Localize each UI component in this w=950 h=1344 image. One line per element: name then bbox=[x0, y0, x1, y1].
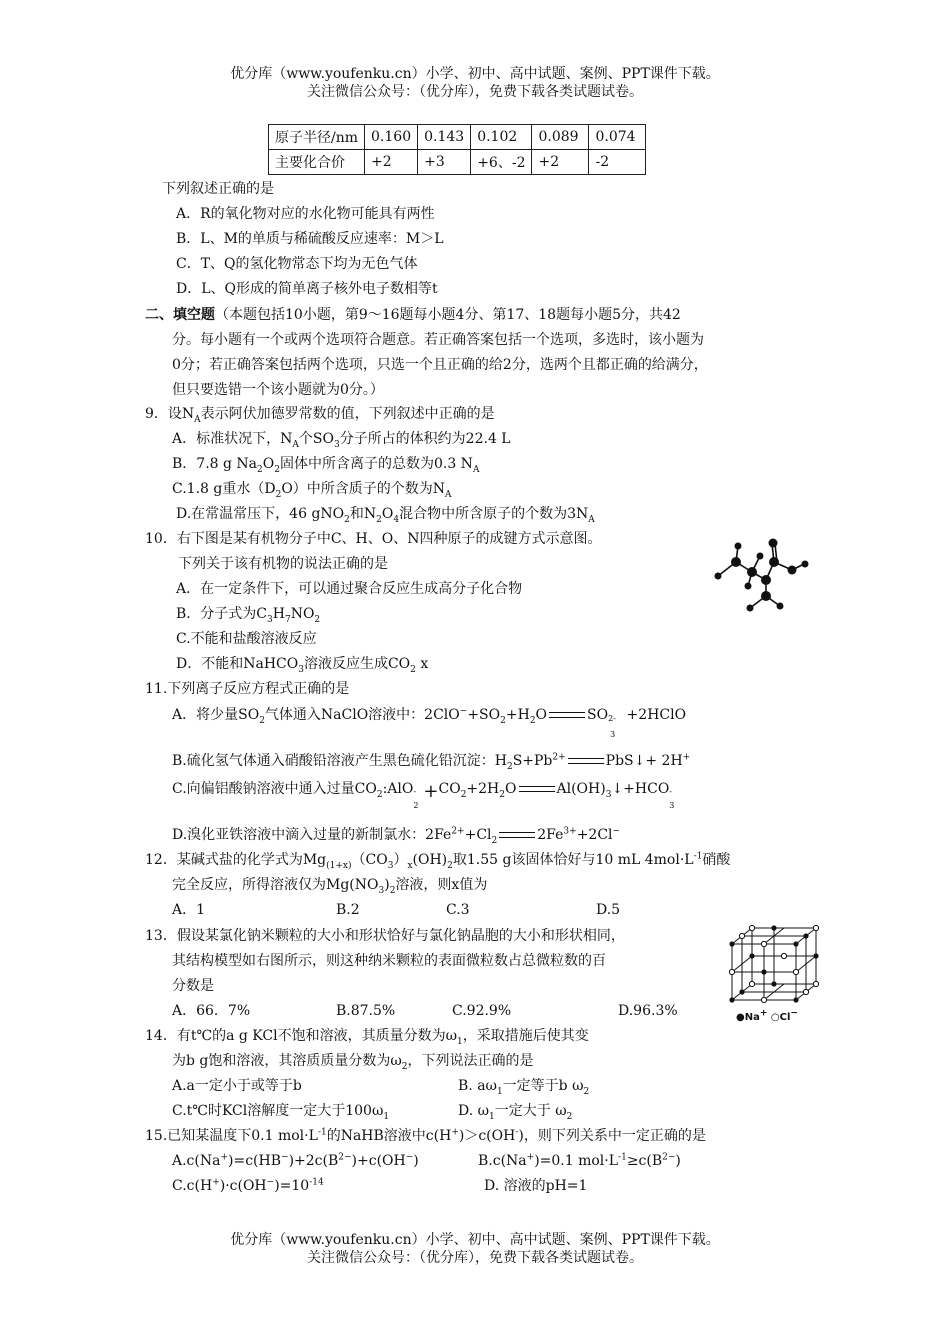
cl-ion bbox=[761, 941, 766, 946]
q10-option-c: C.不能和盐酸溶液反应 bbox=[176, 631, 317, 647]
q13-option-a: A．66．7% bbox=[172, 1003, 251, 1019]
na-ion bbox=[771, 981, 776, 986]
q13-option-d: D.96.3% bbox=[618, 1003, 678, 1019]
footer-line-2: 关注微信公众号：（优分库），免费下载各类试题试卷。 bbox=[307, 1250, 643, 1266]
q9-option-c: C.1.8 g重水$(D_2O)$中所含质子的个数为$N_A$ bbox=[172, 481, 452, 500]
q11-stem: 11.下列离子反应方程式正确的是 bbox=[145, 681, 350, 697]
section-2-line-2: 分。每小题有一个或两个选项符合题意。若正确答案包括一个选项，多选时，该小题为 bbox=[172, 332, 704, 348]
q11-option-a: A．将少量$SO_2$气体通入NaClO溶液中：$2ClO^-+SO_2+H_2O$ SO 2- 3 +2HClO bbox=[172, 706, 687, 739]
atom bbox=[747, 605, 754, 612]
q12-option-a: A．1 bbox=[172, 902, 206, 918]
na-ion bbox=[793, 997, 798, 1002]
q8-option-c: C．T、Q的氢化物常态下均为无色气体 bbox=[176, 256, 418, 272]
section-2-desc: （本题包括10小题，第9～16题每小题4分、第17、18题每小题5分，共42 bbox=[215, 307, 681, 323]
atomic-radius-table bbox=[268, 124, 646, 175]
crystal-legend: ●Na+ ○Cl− bbox=[736, 1008, 798, 1023]
atom bbox=[761, 591, 771, 601]
q15-stem: 15.已知某温度下0.1 $mol\cdot L^{-1}$的NaHB溶液中c(H+)＞c(OH-)，则下列关系中一定正确的是 bbox=[145, 1127, 706, 1144]
atom bbox=[731, 557, 741, 567]
equals-sign bbox=[568, 758, 604, 764]
q14-option-d: D. $\omega_1$一定大于 $\omega_2$ bbox=[458, 1103, 573, 1122]
atom bbox=[769, 539, 778, 548]
q9-option-b: B．7.8 g $Na_2O_2$固体中所含离子的总数为0.3 $N_A$ bbox=[172, 456, 480, 475]
q8-option-a: A．R的氧化物对应的水化物可能具有两性 bbox=[176, 206, 435, 222]
na-ion bbox=[749, 953, 754, 958]
q11-option-c: C.向偏铝酸钠溶液中通入过量$CO_2:AlO$ - 2 $+CO_2+2H_2O$ $Al(OH)_3↓+HCO$ - 3 bbox=[172, 781, 675, 810]
table-row bbox=[269, 125, 646, 150]
table-cell: +2 bbox=[532, 150, 589, 175]
table-cell: 0.160 bbox=[365, 125, 418, 150]
q12-option-c: C.3 bbox=[446, 902, 470, 918]
section-2-title: 二、填空题 bbox=[145, 307, 215, 323]
q15-option-b: B.c(Na+)=0.1 $mol\cdot L^{-1}\ge c(B^{2-})$ bbox=[478, 1152, 681, 1169]
q12-stem-2: 完全反应，所得溶液仅为$Mg(NO_3)_2$溶液，则x值为 bbox=[172, 877, 488, 896]
q12-option-b: B.2 bbox=[336, 902, 360, 918]
molecule-diagram bbox=[708, 534, 826, 626]
cl-ion bbox=[749, 981, 754, 986]
q14-stem-2: 为b g饱和溶液，其溶质质量分数为$\omega_2$，下列说法正确的是 bbox=[172, 1053, 534, 1072]
atom bbox=[747, 567, 757, 577]
cl-ion bbox=[781, 953, 786, 958]
atom bbox=[777, 603, 784, 610]
cl-ion bbox=[739, 933, 744, 938]
q14-stem: 14．有t℃的a g KCl不饱和溶液，其质量分数为$\omega_1$，采取措施后使其变 bbox=[145, 1028, 589, 1047]
section-2-line-1 bbox=[145, 306, 681, 324]
cl-ion bbox=[813, 925, 818, 930]
cl-ion bbox=[749, 925, 754, 930]
equals-sign bbox=[499, 832, 535, 838]
atom bbox=[715, 573, 722, 580]
na-ion bbox=[813, 953, 818, 958]
q9-option-a: A．标准状况下，$N_A$个$SO_3$分子所占的体积约为22.4 L bbox=[172, 431, 511, 450]
q9-stem: 9．设$N_A$表示阿伏加德罗常数的值，下列叙述中正确的是 bbox=[145, 406, 495, 425]
q13-option-c: C.92.9% bbox=[452, 1003, 512, 1019]
equals-sign bbox=[549, 712, 585, 718]
na-ion bbox=[761, 969, 766, 974]
section-2-line-3: 0分；若正确答案包括两个选项，只选一个且正确的给2分，选两个且都正确的给满分， bbox=[172, 357, 708, 373]
q14-option-c: C.t℃时KCl溶解度一定大于$100\omega_1$ bbox=[172, 1103, 390, 1122]
header-line-2: 关注微信公众号：（优分库），免费下载各类试题试卷。 bbox=[307, 84, 643, 100]
table-cell: 0.074 bbox=[589, 125, 646, 150]
table-cell: +6、-2 bbox=[471, 150, 532, 175]
na-ion bbox=[729, 941, 734, 946]
q10-stem-2: 下列关于该有机物的说法正确的是 bbox=[178, 556, 388, 572]
q8-option-d: D．L、Q形成的简单离子核外电子数相等t bbox=[176, 281, 438, 297]
cl-ion bbox=[729, 969, 734, 974]
q14-option-b: B. $a\omega_1$一定等于b $\omega_2$ bbox=[458, 1078, 590, 1097]
atom bbox=[802, 561, 809, 568]
q12-stem: 12．某碱式盐的化学式为$Mg_{(1+x)}(CO_3)_x(OH)_2$取1.55 g该固体恰好与10 mL $4mol\cdot L^{-1}$硝酸 bbox=[145, 851, 731, 871]
q10-option-a: A．在一定条件下，可以通过聚合反应生成高分子化合物 bbox=[176, 581, 523, 597]
na-ion bbox=[793, 941, 798, 946]
q8-option-b: B．L、M的单质与稀硫酸反应速率：M＞L bbox=[176, 231, 444, 247]
atom bbox=[761, 575, 771, 585]
q15-option-d: D. 溶液的pH=1 bbox=[484, 1178, 588, 1194]
na-ion bbox=[803, 933, 808, 938]
atom bbox=[735, 543, 742, 550]
table-cell: 主要化合价 bbox=[269, 150, 365, 175]
q14-option-a: A.a一定小于或等于b bbox=[172, 1078, 302, 1094]
atom bbox=[769, 557, 779, 567]
q8-stem: 下列叙述正确的是 bbox=[162, 181, 274, 197]
table-cell: 原子半径/nm bbox=[269, 125, 365, 150]
table-row bbox=[269, 150, 646, 175]
q15-option-c: $C.c(H^+)\cdot c(OH^-)=10^{-14}$ bbox=[172, 1177, 324, 1194]
q10-option-b: B．分子式为$C_3H_7NO_2$ bbox=[176, 606, 321, 625]
atom bbox=[788, 566, 797, 575]
nacl-crystal-diagram bbox=[726, 924, 826, 1010]
q10-option-d: D．不能和NaHCO$_3$溶液反应生成$CO_2$ x bbox=[176, 656, 429, 675]
atom bbox=[757, 553, 764, 560]
q13-stem: 13．假设某氯化钠米颗粒的大小和形状恰好与氯化钠晶胞的大小和形状相同， bbox=[145, 928, 625, 944]
table-cell: 0.143 bbox=[418, 125, 471, 150]
table-cell: -2 bbox=[589, 150, 646, 175]
q13-option-b: B.87.5% bbox=[336, 1003, 396, 1019]
cl-ion bbox=[761, 997, 766, 1002]
na-ion bbox=[771, 925, 776, 930]
header-line-1: 优分库（www.youfenku.cn）小学、初中、高中试题、案例、PPT课件下载。 bbox=[230, 66, 720, 82]
table-cell: +3 bbox=[418, 150, 471, 175]
q12-option-d: D.5 bbox=[596, 902, 621, 918]
q13-stem-3: 分数是 bbox=[172, 978, 214, 994]
cl-ion bbox=[813, 981, 818, 986]
na-ion bbox=[739, 989, 744, 994]
table-cell: +2 bbox=[365, 150, 418, 175]
footer-line-1: 优分库（www.youfenku.cn）小学、初中、高中试题、案例、PPT课件下载。 bbox=[230, 1232, 720, 1248]
table-cell: 0.102 bbox=[471, 125, 532, 150]
q10-stem: 10．右下图是某有机物分子中C、H、O、N四种原子的成键方式示意图。 bbox=[145, 531, 602, 547]
q13-stem-2: 其结构模型如右图所示，则这种纳米颗粒的表面微粒数占总微粒数的百 bbox=[172, 953, 606, 969]
q11-option-d: D.溴化亚铁溶液中滴入过量的新制氯水：$2Fe^{2+}+Cl_2$ $2Fe^{3+}+2Cl^-$ bbox=[172, 826, 621, 846]
q11-option-b: B.硫化氢气体通入硝酸铅溶液产生黑色硫化铅沉淀：$H_2S+Pb^{2+}$ PbS↓+ 2H+ bbox=[172, 752, 691, 772]
equals-sign bbox=[519, 786, 555, 792]
atom bbox=[745, 583, 752, 590]
cl-ion bbox=[793, 969, 798, 974]
table-cell: 0.089 bbox=[532, 125, 589, 150]
na-ion bbox=[729, 997, 734, 1002]
q15-option-a: $A.c(Na^+)=c(HB^-)+2c(B^{2-})+c(OH^-)$ bbox=[172, 1152, 419, 1169]
section-2-line-4: 但只要选错一个该小题就为0分。） bbox=[172, 382, 384, 398]
q9-option-d: D.在常温常压下，46 gNO$_2$和$N_2O_4$混合物中所含原子的个数为$3N_A$ bbox=[176, 506, 595, 525]
cl-ion bbox=[803, 989, 808, 994]
